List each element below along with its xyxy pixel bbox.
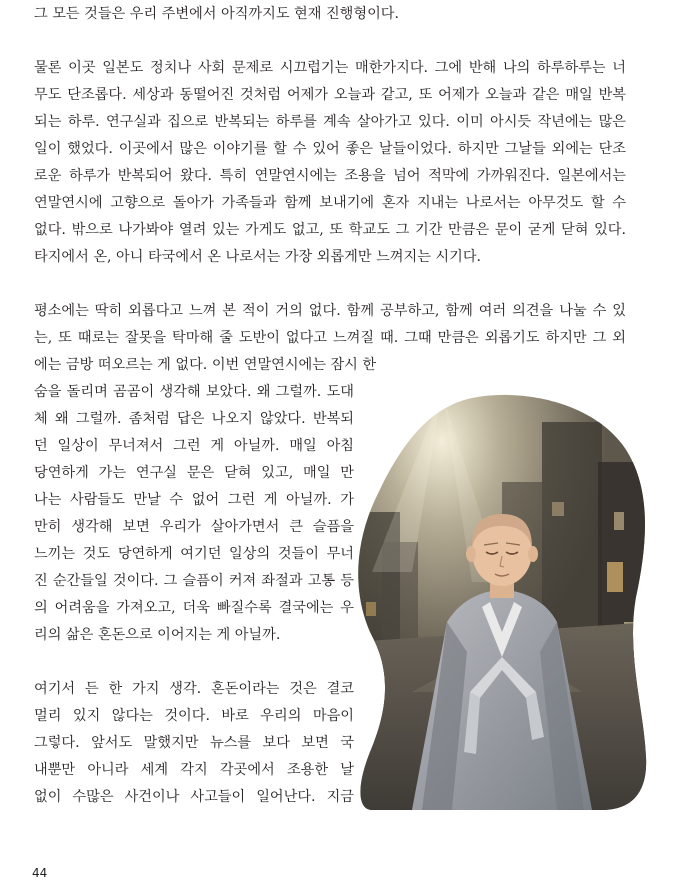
body-text-line: 여기서 든 한 가지 생각. 혼돈이라는 것은 결코 [34, 681, 354, 697]
body-text-line: 의 어려움을 가져오고, 더욱 빠질수록 결국에는 우 [34, 600, 354, 616]
body-text-line: 체 왜 그럴까. 좀처럼 답은 나오지 않았다. 반복되 [34, 411, 354, 427]
body-text-line: 숨을 돌리며 곰곰이 생각해 보았다. 왜 그럴까. 도대 [34, 384, 354, 400]
body-text-line: 평소에는 딱히 외롭다고 느껴 본 적이 거의 없다. 함께 공부하고, 함께 여러 의견을 나눌 수 있 [34, 303, 626, 319]
body-text-line: 진 순간들일 것이다. 그 슬픔이 커져 좌절과 고통 등 [34, 573, 354, 589]
body-text-line: 던 일상이 무너져서 그런 게 아닐까. 매일 아침 [34, 438, 354, 454]
body-text-line: 나는 사람들도 만날 수 없어 그런 게 아닐까. 가 [34, 492, 354, 508]
body-text-line: 없다. 밖으로 나가봐야 열려 있는 가게도 없고, 또 학교도 그 기간 만큼은 문이 굳게 닫혀 있다. [34, 222, 626, 238]
body-text-line: 에는 금방 떠오르는 게 없다. 이번 연말연시에는 잠시 한 [34, 357, 377, 373]
body-text-line: 그 모든 것들은 우리 주변에서 아직까지도 현재 진행형이다. [34, 6, 400, 22]
body-text-line: 로운 하루가 반복되어 왔다. 특히 연말연시에는 조용을 넘어 적막에 가까워진다. 일본에서는 [34, 168, 626, 184]
body-text-line: 리의 삶은 혼돈으로 이어지는 게 아닐까. [34, 627, 281, 643]
monk-illustration [352, 392, 652, 810]
body-text-line: 일이 했었다. 이곳에서 많은 이야기를 할 수 있어 좋은 날들이었다. 하지만 그날들 외에는 단조 [34, 141, 626, 157]
body-text-line: 만히 생각해 보면 우리가 살아가면서 큰 슬픔을 [34, 519, 354, 535]
body-text-line: 는, 또 때로는 잘못을 탁마해 줄 도반이 없다고 느껴질 때. 그때 만큼은 외롭기도 하지만 그 외 [34, 330, 626, 346]
body-text-line: 무도 단조롭다. 세상과 동떨어진 것처럼 어제가 오늘과 같고, 또 어제가 오늘과 같은 매일 반복 [34, 87, 626, 103]
body-text-line: 되는 하루. 연구실과 집으로 반복되는 하루를 계속 살아가고 있다. 이미 아시듯 작년에는 많은 [34, 114, 626, 130]
body-text-line: 없이 수많은 사건이나 사고들이 일어난다. 지금 [34, 789, 354, 805]
page-number: 44 [32, 866, 48, 880]
body-text-line: 연말연시에 고향으로 돌아가 가족들과 함께 보내기에 혼자 지내는 나로서는 아무것도 할 수 [34, 195, 626, 211]
body-text-line: 멀리 있지 않다는 것이다. 바로 우리의 마음이 [34, 708, 354, 724]
body-text-line: 물론 이곳 일본도 정치나 사회 문제로 시끄럽기는 매한가지다. 그에 반해 나의 하루하루는 너 [34, 60, 626, 76]
body-text-line: 그렇다. 앞서도 말했지만 뉴스를 보다 보면 국 [34, 735, 354, 751]
body-text-line: 당연하게 가는 연구실 문은 닫혀 있고, 매일 만 [34, 465, 354, 481]
body-text-line: 타지에서 온, 아니 타국에서 온 나로서는 가장 외롭게만 느껴지는 시기다. [34, 249, 482, 265]
body-text-line: 느끼는 것도 당연하게 여기던 일상의 것들이 무너 [34, 546, 354, 562]
body-text-line: 내뿐만 아니라 세계 각지 각곳에서 조용한 날 [34, 762, 354, 778]
